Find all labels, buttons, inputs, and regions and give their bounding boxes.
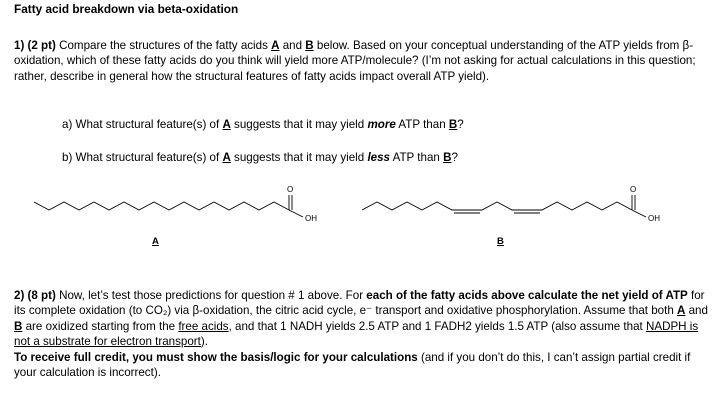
q1a-text: a) What structural feature(s) of (62, 118, 223, 131)
hydroxyl-bond-a (289, 210, 303, 217)
hydroxyl-bond-b (632, 210, 646, 217)
oxygen-label-a: O (287, 185, 294, 194)
structure-label-b: B (497, 236, 504, 247)
q2-bold-2: To receive full credit, you must show the basis/logic for your calculations (14, 350, 418, 364)
q1b-end: ? (451, 151, 458, 164)
q2-ref-b: B (14, 319, 23, 333)
q1-and: and (279, 39, 306, 52)
question-1b (62, 150, 458, 165)
q1-text-1: Compare the structures of the fatty acids (55, 39, 272, 52)
q2-underline-2: NADPH is not a substrate for electron transport (14, 319, 699, 349)
q1a-post: ATP than (395, 118, 449, 131)
q1a-emphasis: more (367, 118, 396, 131)
question-1a (62, 117, 464, 132)
chain-a (34, 202, 289, 210)
q1a-end: ? (457, 118, 464, 131)
structure-label-a: A (152, 236, 159, 247)
q1b-ref-a: A (222, 151, 231, 164)
q1b-ref-b: B (443, 151, 452, 164)
q2-text-3: are oxidized starting from the (22, 319, 179, 333)
q1a-ref-a: A (222, 118, 231, 131)
q1b-post: ATP than (390, 151, 444, 164)
question-1 (14, 38, 714, 84)
q1b-text: b) What structural feature(s) of (62, 151, 223, 164)
question-1-number: 1) (2 pt) (14, 39, 56, 52)
q2-text-5: ). (200, 335, 208, 349)
q1a-mid: suggests that it may yield (230, 118, 368, 131)
q2-ref-a: A (677, 304, 686, 318)
q1-text-2: below. Based on your conceptual understanding of the ATP yields from β-oxidation, which of these fatty acids do you think will yield more ATP/molecule? (I’m not asking for actual calculations in this question; rather, describe in general how the structural features of fatty acids impact overall ATP yield). (14, 39, 696, 83)
q2-underline-1: free acids (178, 319, 229, 333)
chain-b (362, 202, 632, 210)
q2-text-2: for its complete oxidation (to CO₂) via β-oxidation, the citric acid cycle, e⁻ transport and oxidative phosphorylation. Assume that both (14, 289, 705, 318)
hydroxyl-label-a: OH (305, 214, 317, 223)
q2-and: and (685, 304, 708, 318)
question-2 (14, 288, 714, 380)
fatty-acid-structures (0, 180, 719, 250)
q2-text-6: (and if you don’t do this, I can’t assign partial credit if your calculation is incorrect). (14, 350, 691, 380)
q1b-mid: suggests that it may yield (230, 151, 368, 164)
oxygen-label-b: O (630, 185, 637, 194)
q1-ref-b: B (305, 39, 314, 52)
q2-text-4: , and that 1 NADH yields 2.5 ATP and 1 FADH2 yields 1.5 ATP (also assume that (228, 319, 646, 333)
q1a-ref-b: B (448, 118, 458, 131)
q1-ref-a: A (271, 39, 280, 52)
hydroxyl-label-b: OH (648, 214, 660, 223)
q2-bold-1: each of the fatty acids above calculate the net yield of ATP (366, 289, 688, 302)
question-2-number: 2) (8 pt) (14, 289, 56, 302)
page-title: Fatty acid breakdown via beta-oxidation (14, 2, 239, 16)
q2-text-1: Now, let’s test those predictions for question # 1 above. For (55, 289, 367, 302)
q1b-emphasis: less (367, 151, 391, 164)
